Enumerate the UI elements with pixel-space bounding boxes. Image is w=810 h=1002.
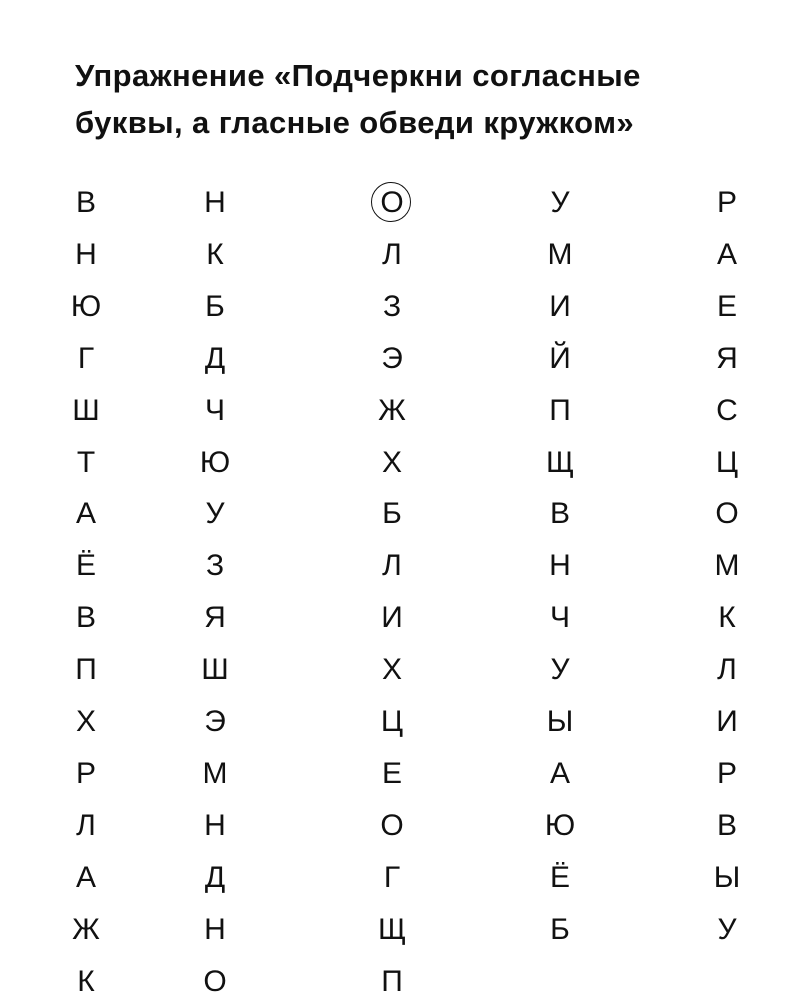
letter-cell[interactable]: Ё	[75, 549, 97, 583]
letter-cell[interactable]: И	[549, 289, 571, 323]
letter-cell[interactable]: В	[716, 808, 737, 842]
letter-cell[interactable]: Л	[717, 653, 737, 687]
letter-cell[interactable]: Ч	[205, 393, 225, 427]
letter-cell[interactable]: Э	[381, 341, 403, 375]
letter-cell[interactable]: Ш	[201, 653, 229, 687]
letter-cell[interactable]: Н	[204, 912, 226, 946]
letter-cell[interactable]: А	[549, 756, 570, 790]
letter-cell[interactable]: О	[203, 964, 227, 998]
letter-cell[interactable]: О	[715, 497, 739, 531]
letter-cell[interactable]: Щ	[377, 912, 407, 946]
letter-cell[interactable]: П	[381, 964, 403, 998]
letter-cell[interactable]: Т	[76, 445, 96, 479]
exercise-title-line-1: Упражнение «Подчеркни согласные	[75, 58, 641, 93]
letter-cell[interactable]: К	[77, 964, 95, 998]
letter-cell[interactable]: В	[75, 186, 96, 219]
letter-cell[interactable]: В	[75, 601, 96, 635]
letter-cell[interactable]: У	[717, 912, 737, 946]
letter-cell[interactable]: А	[75, 497, 96, 531]
letter-cell[interactable]: Р	[716, 186, 737, 219]
letter-cell[interactable]: Д	[204, 860, 226, 894]
letter-cell[interactable]: Н	[549, 549, 571, 583]
letter-cell[interactable]: Ю	[544, 808, 576, 842]
letter-cell[interactable]: В	[549, 497, 570, 531]
letter-cell[interactable]: Л	[382, 549, 402, 583]
letter-cell[interactable]: С	[716, 393, 738, 427]
letter-cell[interactable]: А	[716, 237, 737, 271]
letter-cell[interactable]: Ы	[546, 705, 574, 738]
letter-cell[interactable]: Е	[716, 289, 737, 323]
letter-cell[interactable]: Ж	[378, 393, 406, 427]
letter-cell[interactable]: Ы	[713, 860, 741, 894]
letter-cell[interactable]: Я	[716, 341, 738, 375]
letter-cell[interactable]: М	[202, 756, 228, 790]
letter-cell[interactable]: Х	[381, 653, 402, 687]
letter-cell[interactable]: У	[550, 653, 570, 687]
letter-cell[interactable]: Ч	[550, 601, 570, 635]
letter-cell[interactable]: З	[382, 289, 402, 323]
letter-cell[interactable]: И	[716, 705, 738, 738]
letter-cell[interactable]: Ю	[70, 289, 102, 323]
letter-cell[interactable]: М	[547, 237, 573, 271]
letter-cell[interactable]: А	[75, 860, 96, 894]
letter-cell[interactable]: О	[362, 183, 422, 223]
letter-cell[interactable]: О	[380, 808, 404, 842]
letter-cell[interactable]: Х	[75, 705, 96, 738]
letter-cell[interactable]: Ж	[72, 912, 100, 946]
letter-cell[interactable]: П	[549, 393, 571, 427]
letter-cell[interactable]: Б	[205, 289, 225, 323]
letter-cell[interactable]: Й	[549, 341, 571, 375]
letter-cell[interactable]: У	[205, 497, 225, 531]
letter-cell[interactable]: И	[381, 601, 403, 635]
letter-cell[interactable]: З	[205, 549, 225, 583]
letter-cell[interactable]: Д	[204, 341, 226, 375]
letter-cell[interactable]: Р	[75, 756, 96, 790]
letter-cell[interactable]: М	[714, 549, 740, 583]
exercise-title-line-2: буквы, а гласные обведи кружком»	[75, 105, 635, 140]
letter-cell[interactable]: Г	[383, 860, 401, 894]
letter-cell[interactable]: Я	[204, 601, 226, 635]
letter-cell[interactable]: Э	[204, 705, 226, 738]
letter-cell[interactable]: Ш	[72, 393, 100, 427]
letter-cell[interactable]: Ю	[199, 445, 231, 479]
letter-cell[interactable]: Н	[204, 186, 226, 219]
letter-cell[interactable]: У	[550, 186, 570, 219]
letter-cell[interactable]: Щ	[545, 445, 575, 479]
letter-cell[interactable]: Г	[77, 341, 95, 375]
letter-cell[interactable]: Б	[550, 912, 570, 946]
letter-cell[interactable]: Е	[381, 756, 402, 790]
letter-cell[interactable]: Ё	[549, 860, 571, 894]
letter-cell[interactable]: Б	[382, 497, 402, 531]
letter-cell[interactable]: Ц	[380, 705, 404, 738]
letter-cell[interactable]: К	[718, 601, 736, 635]
letter-cell[interactable]: К	[206, 237, 224, 271]
letter-cell[interactable]: Л	[382, 237, 402, 271]
letter-cell[interactable]: Р	[716, 756, 737, 790]
letter-cell[interactable]: Н	[204, 808, 226, 842]
letter-cell[interactable]: Х	[381, 445, 402, 479]
letter-cell[interactable]: Ц	[715, 445, 739, 479]
letter-cell[interactable]: Л	[76, 808, 96, 842]
letter-cell[interactable]: Н	[75, 237, 97, 271]
letter-cell[interactable]: П	[75, 653, 97, 687]
